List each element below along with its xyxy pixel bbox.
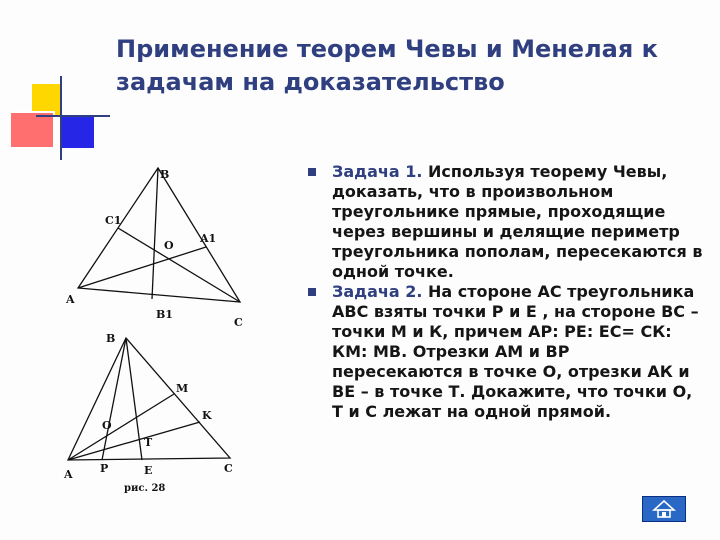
fig2-label-k: K bbox=[202, 409, 212, 422]
cevian-c-c1 bbox=[118, 228, 240, 302]
triangle-figures bbox=[60, 160, 320, 500]
fig1-label-a: A bbox=[66, 293, 75, 306]
fig1-label-c1: C1 bbox=[105, 214, 122, 227]
tasks-list bbox=[308, 162, 703, 422]
segment-a-k bbox=[68, 422, 200, 460]
fig2-label-c: C bbox=[224, 462, 233, 475]
fig1-label-b: B bbox=[160, 168, 170, 181]
fig2-label-p: P bbox=[100, 462, 109, 475]
segment-b-p bbox=[102, 338, 126, 460]
fig2-label-b: B bbox=[106, 332, 116, 345]
task-1-text: Используя теорему Чевы, доказать, что в произвольном треугольнике прямые, проходящие через вершины и делящие периметр треугольника пополам, пересекаются в одной точке. bbox=[332, 162, 703, 281]
task-1-title: Задача 1. bbox=[332, 162, 429, 181]
home-house-icon bbox=[643, 497, 685, 521]
slide-title: Применение теорем Чевы и Менелая к задачам на доказательство bbox=[116, 35, 658, 96]
task-1 bbox=[308, 162, 703, 282]
fig2-caption: рис. 28 bbox=[124, 483, 166, 494]
fig1-label-o: O bbox=[164, 239, 174, 252]
bullet-square-icon bbox=[308, 168, 316, 176]
task-2 bbox=[308, 282, 703, 422]
fig2-label-o: O bbox=[102, 419, 112, 432]
segment-b-e bbox=[126, 338, 142, 460]
home-nav-button[interactable] bbox=[642, 496, 686, 522]
task-2-text: На стороне АС треугольника АВС взяты точки Р и Е , на стороне ВС – точки М и К, причем АР: РЕ: ЕС= СК: КМ: МВ. Отрезки АМ и ВР пересекаются в точке О, отрезки АК и ВЕ – в точке Т. Докажите, что точки О, Т и С лежат на одной прямой. bbox=[332, 282, 699, 421]
fig2-label-t: T bbox=[144, 436, 153, 449]
bullet-square-icon bbox=[308, 288, 316, 296]
cevian-b-b1 bbox=[152, 168, 158, 299]
fig2-label-a: A bbox=[64, 468, 73, 481]
cevian-a-a1 bbox=[78, 247, 206, 288]
deco-blue-square bbox=[60, 116, 94, 148]
task-2-title: Задача 2. bbox=[332, 282, 429, 301]
fig1-label-a1: A1 bbox=[200, 232, 217, 245]
fig2-label-e: E bbox=[144, 464, 153, 477]
fig1-label-b1: B1 bbox=[156, 308, 173, 321]
fig1-label-c: C bbox=[234, 316, 243, 329]
fig2-label-m: M bbox=[176, 382, 189, 395]
decorative-squares bbox=[0, 0, 110, 170]
deco-red-square bbox=[10, 112, 54, 148]
